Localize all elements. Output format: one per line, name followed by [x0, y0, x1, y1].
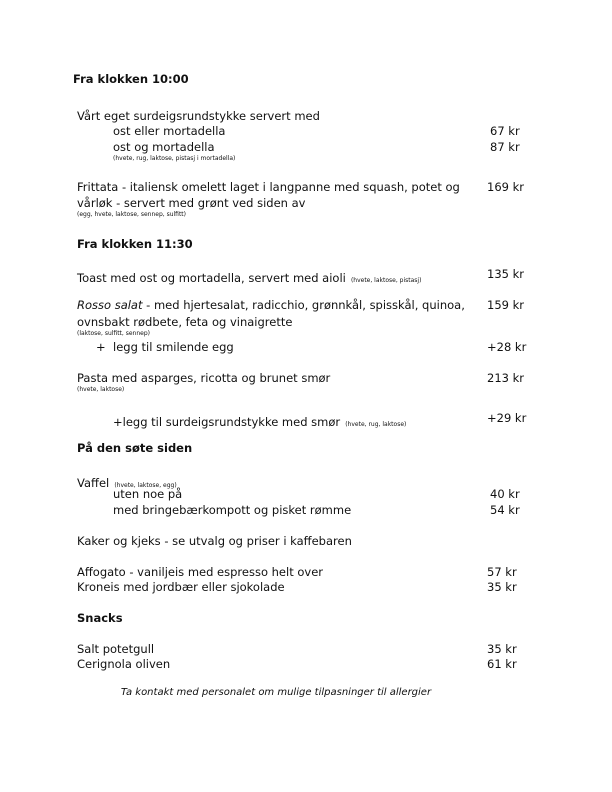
- waffle-title: Vaffel: [77, 476, 110, 490]
- pasta-text: Pasta med asparges, ricotta og brunet smør: [77, 371, 331, 385]
- chips-price: 35 kr: [487, 642, 517, 656]
- bun-addon-row: [113, 411, 406, 430]
- pasta-allergens: (hvete, laktose): [77, 386, 125, 393]
- waffle-allergens: (hvete, laktose, egg): [114, 482, 177, 489]
- waffle-option-raspberry: med bringebærkompott og pisket rømme: [113, 503, 352, 517]
- cakes-text: Kaker og kjeks - se utvalg og priser i kaffebaren: [77, 534, 352, 548]
- chips-text: Salt potetgull: [77, 642, 155, 656]
- toast-price: 135 kr: [487, 267, 524, 281]
- rosso-name: Rosso salat: [77, 298, 143, 312]
- frittata-price: 169 kr: [487, 180, 524, 194]
- rosso-line-2: ovnsbakt rødbete, feta og vinaigrette: [77, 315, 293, 329]
- frittata-line-1: Frittata - italiensk omelett laget i langpanne med squash, potet og: [77, 180, 460, 194]
- affogato-price: 57 kr: [487, 565, 517, 579]
- rosso-price: 159 kr: [487, 298, 524, 312]
- bun-title: Vårt eget surdeigsrundstykke servert med: [77, 109, 320, 123]
- rosso-addon-plus: +: [96, 340, 106, 354]
- toast-allergens: (hvete, laktose, pistasj): [350, 277, 422, 284]
- waffle-option-plain: uten noe på: [113, 487, 183, 501]
- rosso-addon-price: +28 kr: [487, 340, 527, 354]
- olives-price: 61 kr: [487, 657, 517, 671]
- pasta-price: 213 kr: [487, 371, 524, 385]
- section-heading-morning: Fra klokken 10:00: [73, 72, 189, 86]
- section-heading-snacks: Snacks: [77, 611, 123, 625]
- bun-addon-text: +legg til surdeigsrundstykke med smør: [113, 415, 341, 429]
- rosso-allergens: (laktose, sulfitt, sennep): [77, 330, 150, 337]
- rosso-line-1: [77, 298, 465, 312]
- bun-addon-allergens: (hvete, rug, laktose): [345, 421, 407, 428]
- waffle-option-2-price: 54 kr: [490, 503, 520, 517]
- bun-option-cheese-and-mortadella: ost og mortadella: [113, 140, 215, 154]
- toast-text: Toast med ost og mortadella, servert med aioli: [77, 271, 346, 285]
- frittata-line-2: vårløk - servert med grønt ved siden av: [77, 196, 306, 210]
- section-heading-lunch: Fra klokken 11:30: [77, 237, 193, 251]
- bun-option-1-price: 67 kr: [490, 124, 520, 138]
- kroneis-price: 35 kr: [487, 580, 517, 594]
- affogato-text: Affogato - vaniljeis med espresso helt over: [77, 565, 324, 579]
- bun-option-cheese-or-mortadella: ost eller mortadella: [113, 124, 226, 138]
- rosso-addon-egg: legg til smilende egg: [113, 340, 234, 354]
- bun-allergens: (hvete, rug, laktose, pistasj i mortadella): [113, 155, 236, 162]
- kroneis-text: Kroneis med jordbær eller sjokolade: [77, 580, 285, 594]
- olives-text: Cerignola oliven: [77, 657, 171, 671]
- frittata-allergens: (egg, hvete, laktose, sennep, sulfitt): [77, 211, 186, 218]
- allergy-footer-note: Ta kontakt med personalet om mulige tilpasninger til allergier: [120, 687, 432, 698]
- rosso-line-1-rest: - med hjertesalat, radicchio, grønnkål, spisskål, quinoa,: [142, 298, 465, 312]
- waffle-option-1-price: 40 kr: [490, 487, 520, 501]
- bun-option-2-price: 87 kr: [490, 140, 520, 154]
- bun-addon-price: +29 kr: [487, 411, 527, 425]
- section-heading-sweet: På den søte siden: [77, 441, 193, 455]
- toast-row: [77, 267, 421, 286]
